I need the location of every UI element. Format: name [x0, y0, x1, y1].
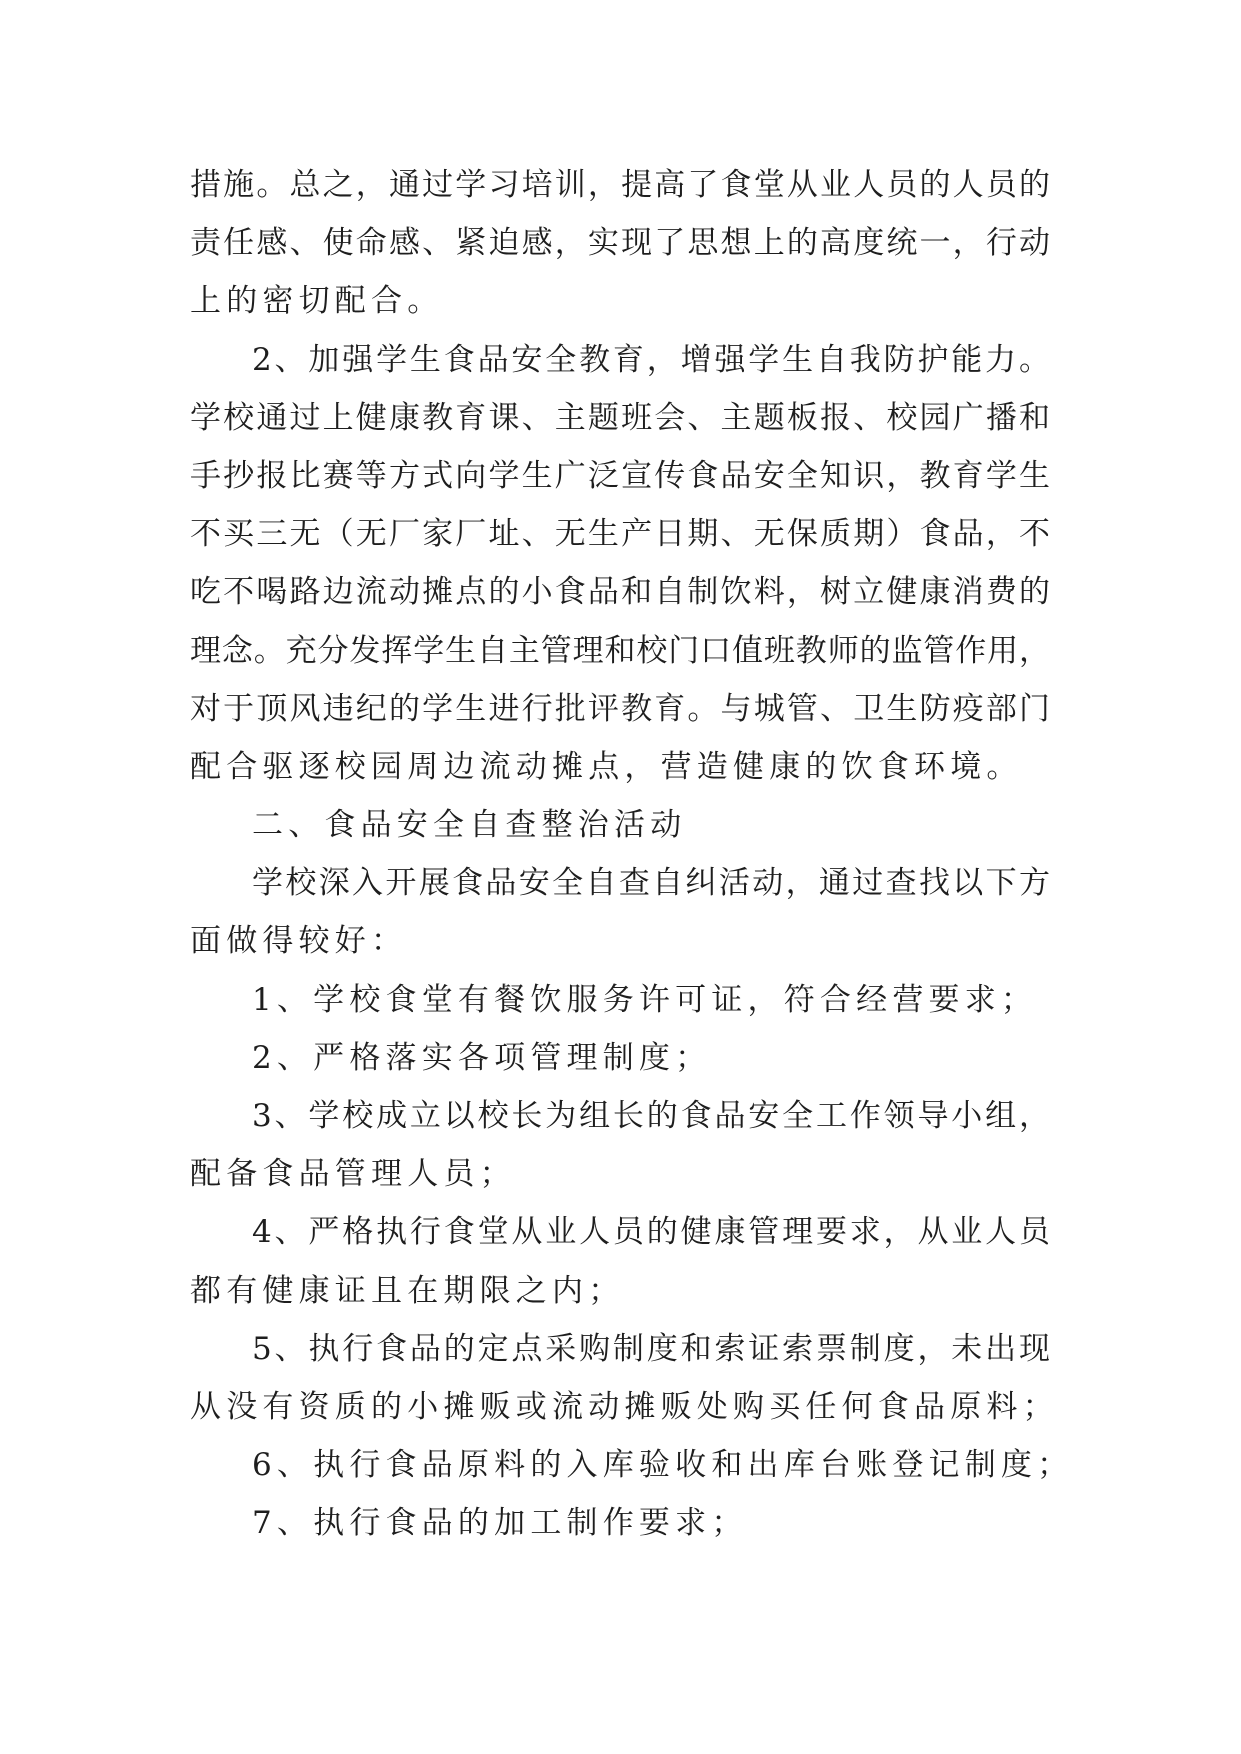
text-line: 学校通过上健康教育课、主题班会、主题板报、校园广播和	[190, 399, 1050, 436]
text-line: 从没有资质的小摊贩或流动摊贩处购买任何食品原料；	[190, 1388, 1059, 1425]
text-line: 上的密切配合。	[190, 283, 444, 320]
text-line: 7、执行食品的加工制作要求；	[252, 1505, 748, 1542]
text-line: 配合驱逐校园周边流动摊点，营造健康的饮食环境。	[190, 748, 1023, 785]
text-line: 面做得较好：	[190, 923, 408, 960]
text-line: 理念。充分发挥学生自主管理和校门口值班教师的监管作用，	[190, 632, 1050, 669]
document-body	[190, 156, 1074, 1553]
text-line: 4、严格执行食堂从业人员的健康管理要求，从业人员	[252, 1214, 1050, 1251]
text-line: 不买三无（无厂家厂址、无生产日期、无保质期）食品，不	[190, 516, 1050, 553]
text-line: 2、严格落实各项管理制度；	[252, 1039, 712, 1076]
text-line: 5、执行食品的定点采购制度和索证索票制度，未出现	[252, 1330, 1050, 1367]
text-line: 3、学校成立以校长为组长的食品安全工作领导小组，	[252, 1098, 1050, 1134]
text-line: 1、学校食堂有餐饮服务许可证，符合经营要求；	[252, 981, 1038, 1018]
text-line: 配备食品管理人员；	[190, 1156, 516, 1193]
text-line: 2、加强学生食品安全教育，增强学生自我防护能力。	[252, 341, 1050, 378]
text-line: 吃不喝路边流动摊点的小食品和自制饮料，树立健康消费的	[190, 574, 1050, 611]
text-line: 手抄报比赛等方式向学生广泛宣传食品安全知识，教育学生	[190, 457, 1050, 494]
text-line: 都有健康证且在期限之内；	[190, 1272, 625, 1309]
text-line: 二、食品安全自查整治活动	[252, 807, 687, 844]
text-line: 措施。总之，通过学习培训，提高了食堂从业人员的人员的	[190, 167, 1050, 203]
text-line: 6、执行食品原料的入库验收和出库台账登记制度；	[252, 1447, 1074, 1484]
text-line: 对于顶风违纪的学生进行批评教育。与城管、卫生防疫部门	[190, 690, 1050, 727]
text-line: 责任感、使命感、紧迫感，实现了思想上的高度统一，行动	[190, 225, 1050, 262]
text-line: 学校深入开展食品安全自查自纠活动，通过查找以下方	[252, 865, 1050, 902]
